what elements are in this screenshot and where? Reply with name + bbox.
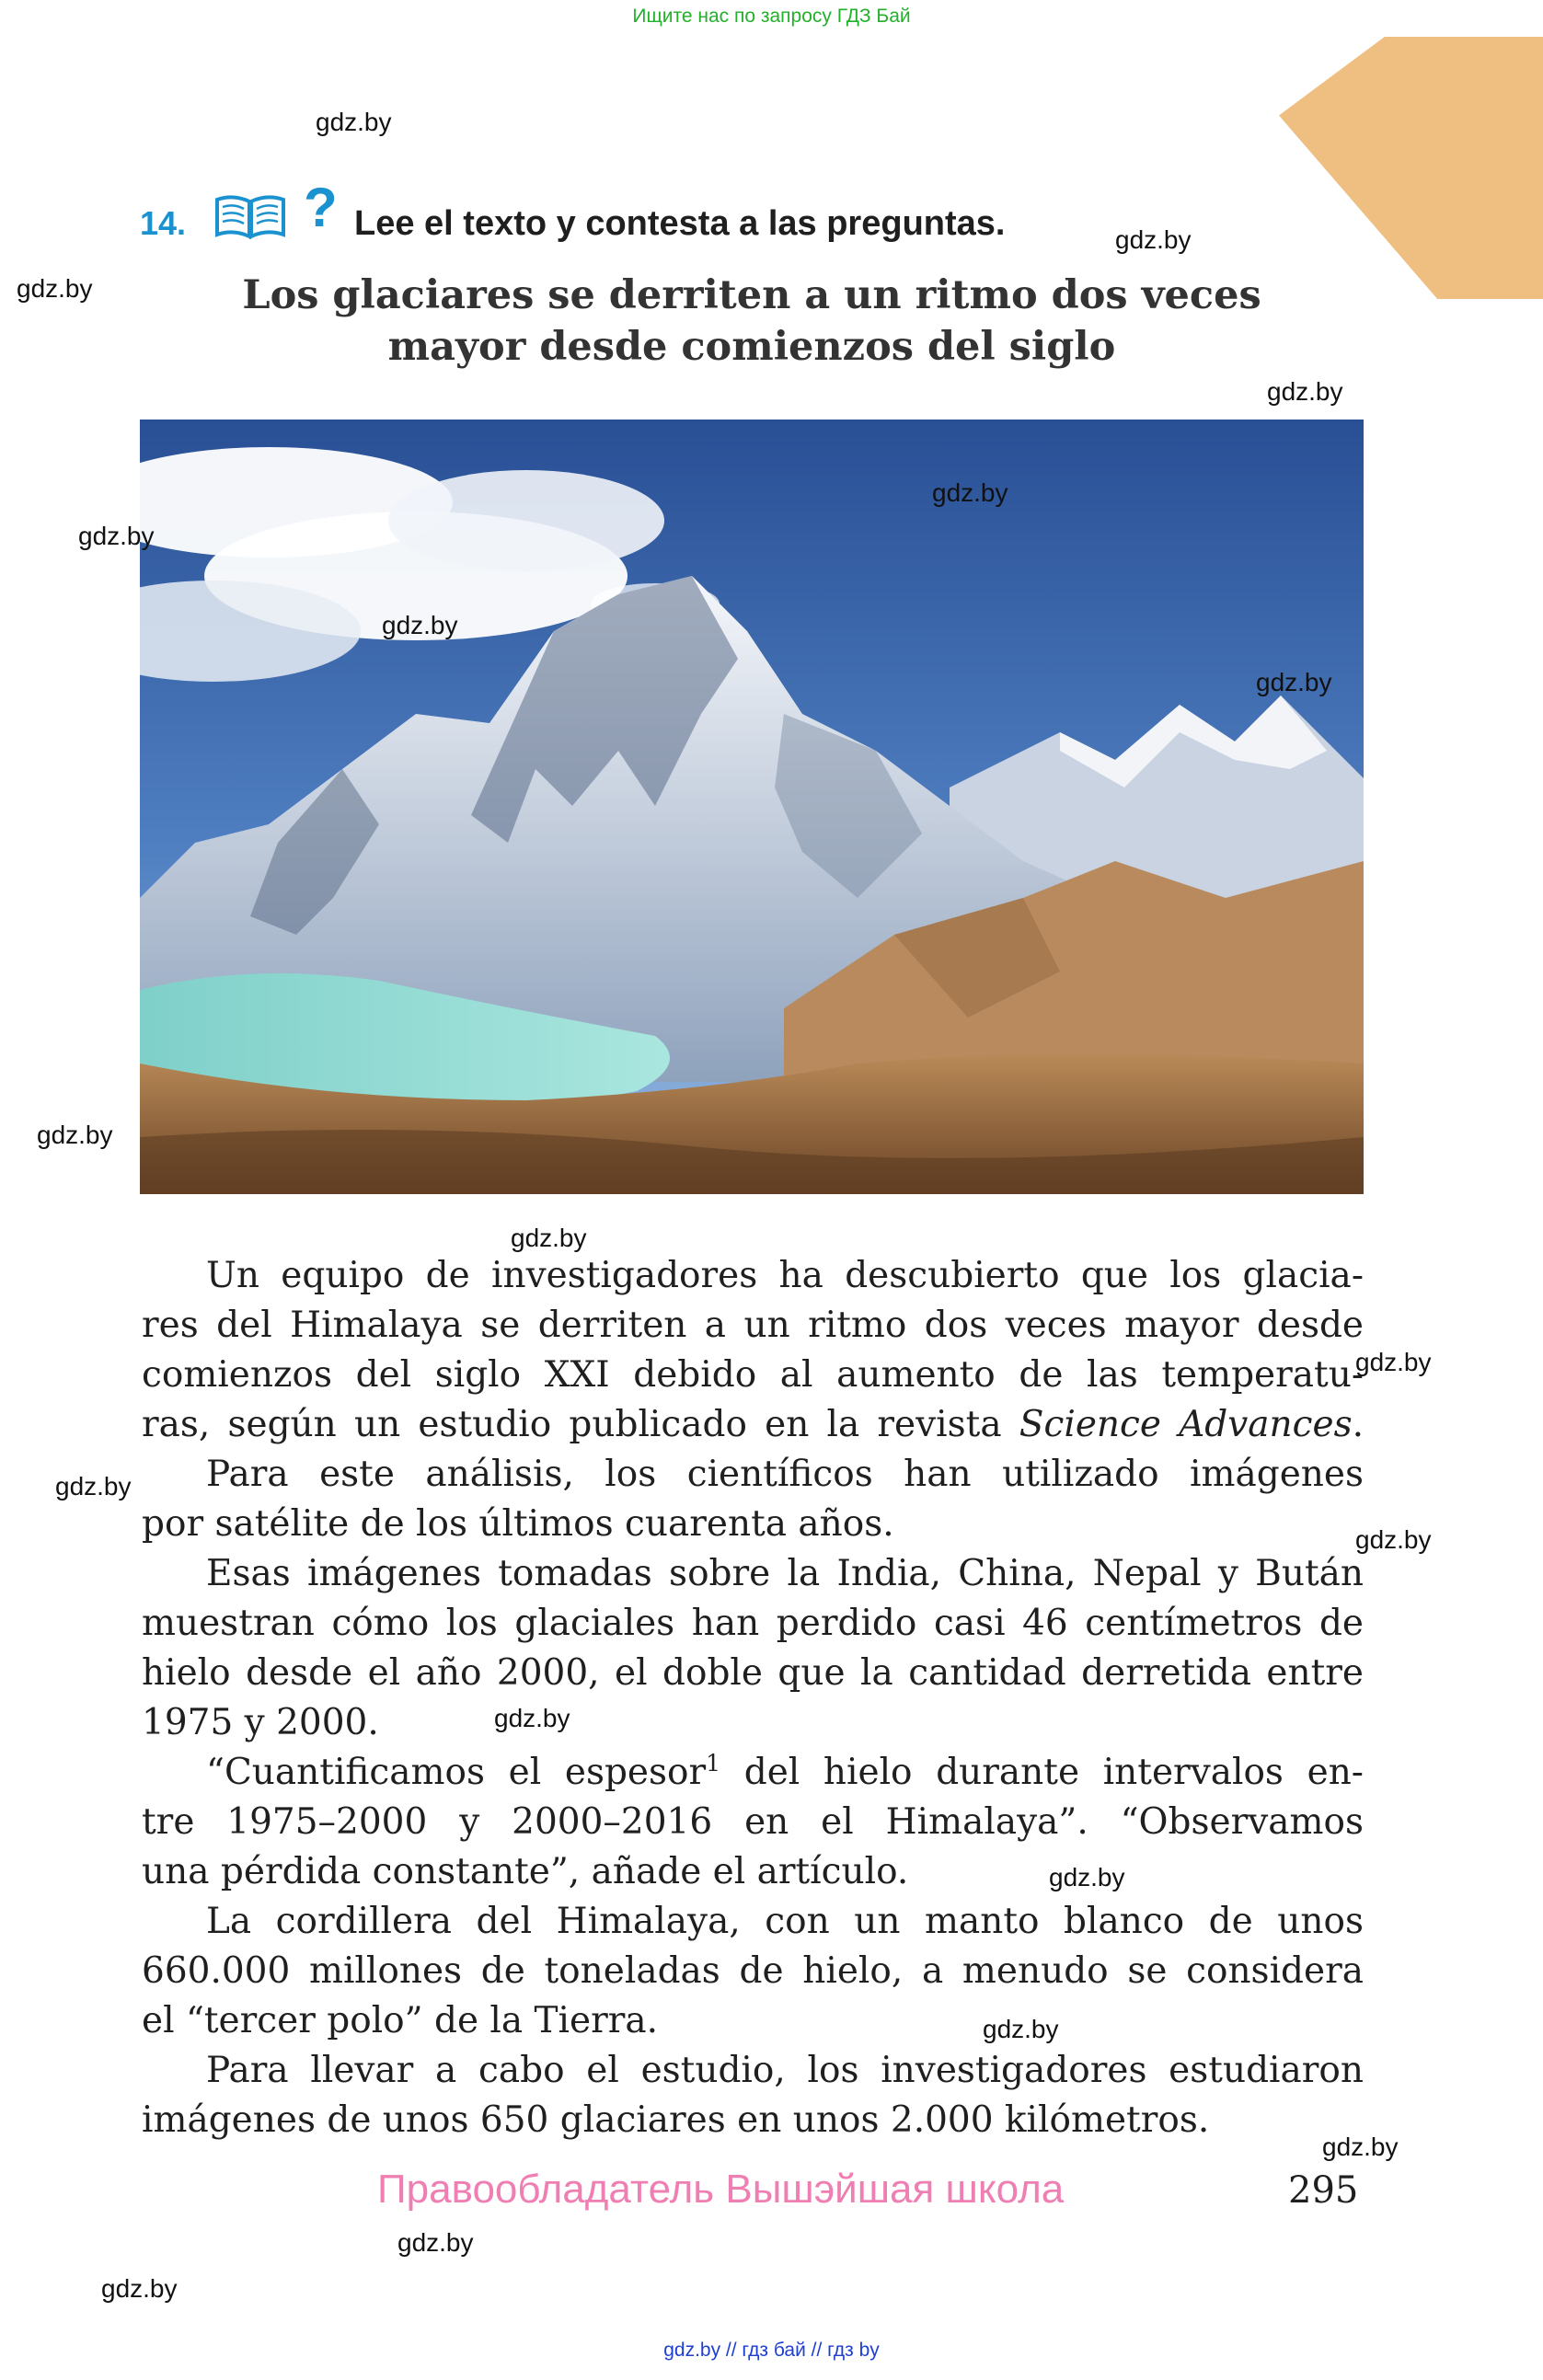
watermark: gdz.by [1322,2133,1399,2161]
paragraph-3 [142,1549,1364,1748]
exercise-number: 14. [140,204,187,242]
article-title-line-2: mayor desde comienzos del siglo [387,324,1116,370]
watermark: gdz.by [1355,1525,1432,1554]
watermark: gdz.by [397,2228,474,2257]
watermark: gdz.by [494,1704,570,1732]
paragraph-1-line-1: Un equipo de investigadores ha descubierto que los glacia- [206,1255,1364,1296]
paragraph-2-line-1: Para este análisis, los científicos han utilizado imágenes [206,1454,1364,1495]
paragraph-4-line-1 [142,1748,1364,1798]
paragraph-6-line-2: imágenes de unos 650 glaciares en unos 2.000 kilómetros. [142,2099,1210,2141]
question-mark-icon: ? [304,177,338,238]
watermark: gdz.by [1115,225,1192,254]
top-banner: Ищите нас по запросу ГДЗ Бай [632,6,911,27]
paragraph-3-line-4: 1975 y 2000. [142,1702,379,1743]
watermark: gdz.by [316,108,392,136]
footnote-marker: 1 [706,1750,721,1776]
watermark: gdz.by [382,611,458,639]
paragraph-1-line-4-end: . [1352,1404,1364,1445]
paragraph-2 [142,1450,1364,1549]
journal-name: Science Advances [1019,1404,1353,1445]
paragraph-5-line-3: el “tercer polo” de la Tierra. [142,2000,659,2041]
mountain-glacier-lake-photo [140,420,1364,1194]
paragraph-1 [142,1251,1364,1450]
paragraph-6 [142,2046,1364,2145]
footer-links[interactable]: gdz.by // гдз бай // гдз by [663,2340,880,2361]
paragraph-1-line-2: res del Himalaya se derriten a un ritmo dos veces mayor desde [142,1305,1364,1346]
exercise-instruction: Lee el texto y contesta a las preguntas. [354,204,1006,243]
watermark: gdz.by [1267,377,1343,406]
paragraph-3-line-2: muestran cómo los glaciales han perdido casi 46 centímetros de [142,1603,1364,1644]
watermark: gdz.by [55,1472,132,1500]
paragraph-1-line-4 [142,1400,1364,1450]
paragraph-2-line-2: por satélite de los últimos cuarenta años. [142,1503,894,1545]
watermark: gdz.by [1355,1348,1432,1376]
paragraph-4-line-2: tre 1975–2000 y 2000–2016 en el Himalaya”. “Observamos [142,1801,1364,1843]
watermark: gdz.by [983,2015,1059,2043]
watermark: gdz.by [1049,1863,1125,1891]
watermark: gdz.by [37,1121,113,1149]
watermark: gdz.by [101,2274,178,2303]
paragraph-6-line-1: Para llevar a cabo el estudio, los investigadores estudiaron [206,2050,1364,2091]
watermark: gdz.by [1256,668,1332,696]
paragraph-1-line-4-start: ras, según un estudio publicado en la revista [142,1404,1019,1445]
copyright-notice: Правообладатель Вышэйшая школа [377,2167,1065,2212]
paragraph-3-line-3: hielo desde el año 2000, el doble que la cantidad derretida entre [142,1652,1364,1694]
book-icon [213,189,287,240]
paragraph-4-line-1-end: del hielo durante intervalos en- [720,1752,1364,1793]
corner-tab-decoration [1279,37,1543,299]
paragraph-4-line-3: una pérdida constante”, añade el artículo. [142,1851,909,1892]
paragraph-3-line-1: Esas imágenes tomadas sobre la India, China, Nepal y Bután [206,1553,1364,1594]
watermark: gdz.by [78,522,155,550]
watermark: gdz.by [932,478,1008,507]
paragraph-4-line-1-start: “Cuantificamos el espesor [206,1752,707,1793]
watermark: gdz.by [17,274,93,303]
paragraph-5-line-1: La cordillera del Himalaya, con un manto blanco de unos [206,1901,1364,1942]
page-number: 295 [1288,2169,1359,2212]
paragraph-1-line-3: comienzos del siglo XXI debido al aumento de las temperatu- [142,1354,1364,1396]
paragraph-5-line-2: 660.000 millones de toneladas de hielo, a menudo se considera [142,1950,1364,1992]
paragraph-4 [142,1748,1364,1897]
watermark: gdz.by [511,1224,587,1252]
paragraph-5 [142,1897,1364,2046]
article-title-line-1: Los glaciares se derriten a un ritmo dos veces [242,272,1261,318]
